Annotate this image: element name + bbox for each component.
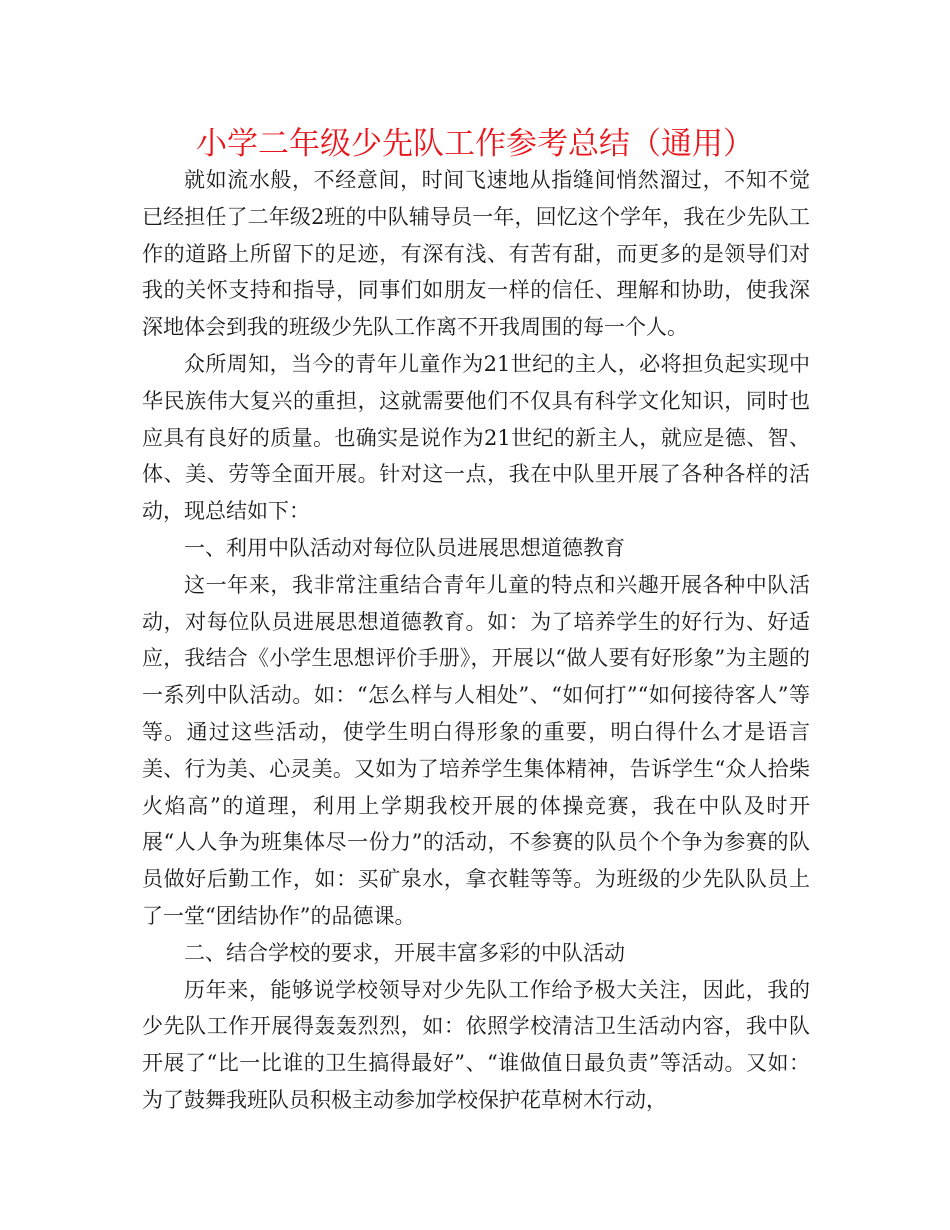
- paragraph-background: 众所周知，当今的青年儿童作为21世纪的主人，必将担负起实现中华民族伟大复兴的重担，这就需要他们不仅具有科学文化知识，同时也应具有良好的质量。也确实是说作为21世纪的新主人，就应是德、智、体、美、劳等全面开展。针对这一点，我在中队里开展了各种各样的活动，现总结如下：: [142, 351, 810, 524]
- paragraph-section-2: 历年来，能够说学校领导对少先队工作给予极大关注，因此，我的少先队工作开展得轰轰烈烈，如：依照学校清洁卫生活动内容，我中队开展了“比一比谁的卫生搞得最好”、“谁做值日最负责”等活动。又如：为了鼓舞我班队员积极主动参加学校保护花草树木行动，: [142, 977, 810, 1112]
- paragraph-intro: 就如流水般，不经意间，时间飞速地从指缝间悄然溜过，不知不觉已经担任了二年级2班的中队辅导员一年，回忆这个学年，我在少先队工作的道路上所留下的足迹，有深有浅、有苦有甜，而更多的是领导们对我的关怀支持和指导，同事们如朋友一样的信任、理解和协助，使我深深地体会到我的班级少先队工作离不开我周围的每一个人。: [142, 168, 810, 340]
- document-body: [142, 162, 810, 1119]
- paragraph-section-1: 这一年来，我非常注重结合青年儿童的特点和兴趣开展各种中队活动，对每位队员进展思想道德教育。如：为了培养学生的好行为、好适应，我结合《小学生思想评价手册》，开展以“做人要有好形象”为主题的一系列中队活动。如：“怎么样与人相处”、“如何打”“如何接待客人”等等。通过这些活动，使学生明白得形象的重要，明白得什么才是语言美、行为美、心灵美。又如为了培养学生集体精神，告诉学生“众人拾柴火焰高”的道理，利用上学期我校开展的体操竞赛，我在中队及时开展“人人争为班集体尽一份力”的活动，不参赛的队员个个争为参赛的队员做好后勤工作，如：买矿泉水，拿衣鞋等等。为班级的少先队队员上了一堂“团结协作”的品德课。: [142, 572, 810, 928]
- document-title: 小学二年级少先队工作参考总结（通用）: [196, 126, 754, 162]
- section-heading-2: 二、结合学校的要求，开展丰富多彩的中队活动: [184, 940, 625, 965]
- section-heading-1: 一、利用中队活动对每位队员进展思想道德教育: [184, 535, 625, 560]
